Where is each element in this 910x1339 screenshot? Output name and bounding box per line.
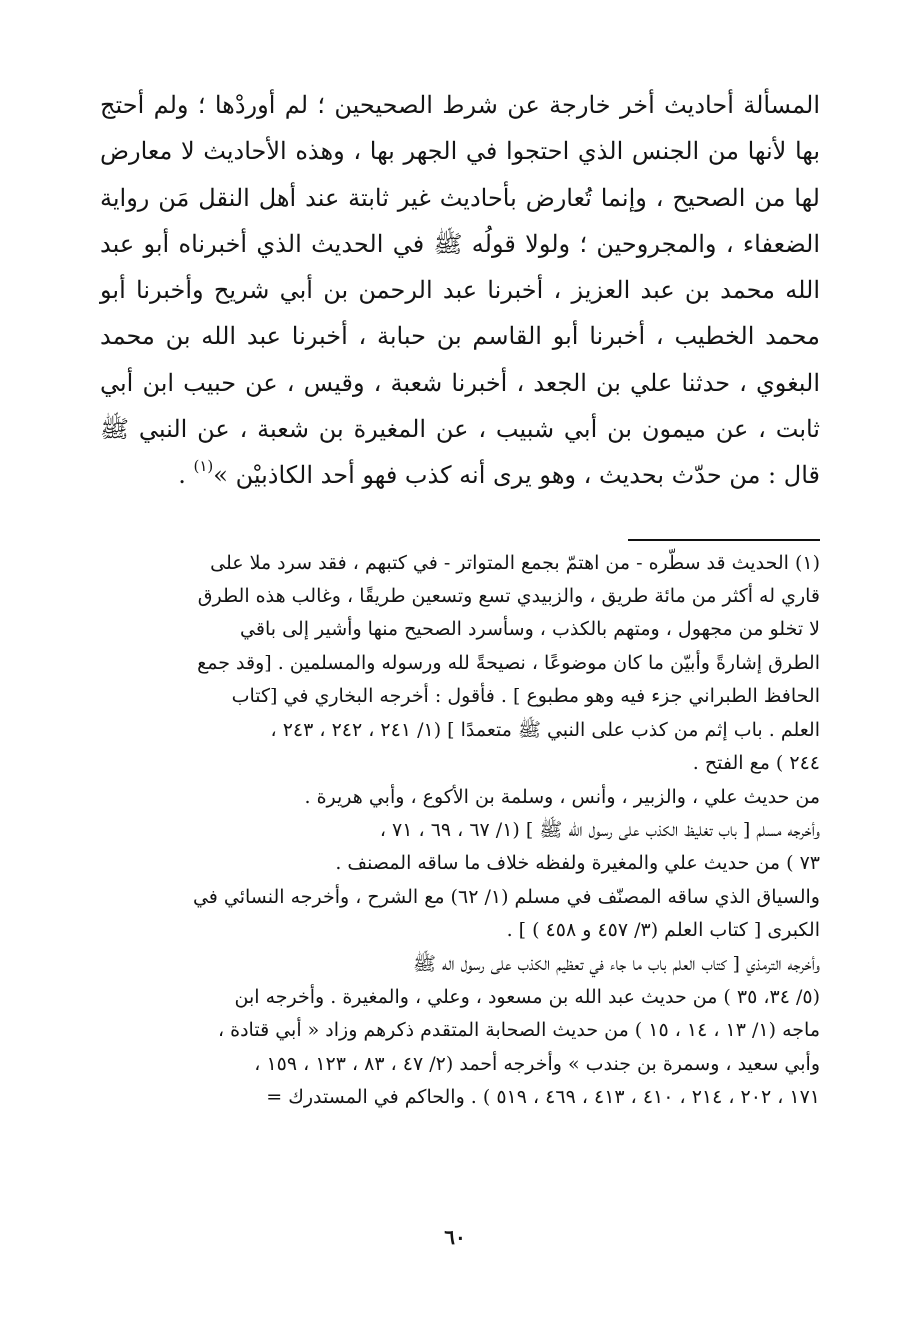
footnote-line: ٧٣ ) من حديث علي والمغيرة ولفظه خلاف ما ساقه المصنف . (335, 852, 820, 875)
page-content (100, 82, 820, 1115)
footnote-line: ٢٤٤ ) مع الفتح . (692, 752, 820, 775)
footnotes (100, 547, 820, 1115)
footnote-line: (٥/ ٣٤، ٣٥ ) من حديث عبد الله بن مسعود ، وعلي ، والمغيرة . وأخرجه ابن (234, 985, 820, 1008)
footnote-line: والسياق الذي ساقه المصنّف في مسلم (١/ ٦٢) مع الشرح ، وأخرجه النسائي في (192, 885, 820, 908)
footnote-line: الكبرى [ كتاب العلم (٣/ ٤٥٧ و ٤٥٨ ) ] . (506, 919, 820, 942)
page-number: ٦٠ (444, 1225, 466, 1249)
footnote-line: لا تخلو من مجهول ، ومتهم بالكذب ، وسأسرد الصحيح منها وأشير إلى باقي (240, 618, 820, 641)
footnote-separator (628, 539, 820, 541)
footnote-line: العلم . باب إثم من كذب على النبي ﷺ متعمدًا ] (١/ ٢٤١ ، ٢٤٢ ، ٢٤٣ ، (270, 718, 820, 741)
footnote-line: ١٧١ ، ٢٠٢ ، ٢١٤ ، ٤١٠ ، ٤١٣ ، ٤٦٩ ، ٥١٩ ) . والحاكم في المستدرك = (266, 1086, 820, 1109)
main-paragraph (100, 82, 820, 502)
footnote-line: قاري له أكثر من مائة طريق ، والزبيدي تسع وتسعين طريقًا ، وغالب هذه الطرق (197, 585, 820, 608)
footnote-line: من حديث علي ، والزبير ، وأنس ، وسلمة بن الأكوع ، وأبي هريرة . (304, 785, 820, 808)
footnote-line: وأخرجه الترمذي [ كتاب العلم باب ما جاء في تعظيم الكذب على رسول اله ﷺ (413, 952, 820, 975)
footnote-line: (١) الحديث قد سطّره - من اهتمّ بجمع المتواتر - في كتبهم ، فقد سرد ملا على (210, 551, 820, 574)
footnote-line: الحافظ الطبراني جزء فيه وهو مطبوع ] . فأقول : أخرجه البخاري في [كتاب (231, 685, 820, 708)
main-text (100, 82, 820, 502)
footnote-line: وأبي سعيد ، وسمرة بن جندب » وأخرجه أحمد (٢/ ٤٧ ، ٨٣ ، ١٢٣ ، ١٥٩ ، (254, 1052, 820, 1075)
footnote-line: الطرق إشارةً وأبيّن ما كان موضوعًا ، نصيحةً لله ورسوله والمسلمين . [وقد جمع (197, 651, 820, 674)
footnote-ref-1: (١) (193, 457, 214, 476)
footnote-line: وأخرجه مسلم [ باب تغليظ الكذب على رسول الله ﷺ ] (١/ ٦٧ ، ٦٩ ، ٧١ ، (379, 818, 820, 841)
main-body: المسألة أحاديث أخر خارجة عن شرط الصحيحين ؛ لم أوردْها ؛ ولم أحتج بها لأنها من الجنس الذي احتجوا في الجهر بها ، وهذه الأحاديث لا معارض لها من الصحيح ، وإنما تُعارض بأحاديث غير ثابتة عند أهل النقل مَن رواية الضعفاء ، والمجروحين ؛ ولولا قولُه ﷺ في الحديث الذي أخبرناه أبو عبد الله محمد بن عبد العزيز ، أخبرنا عبد الرحمن بن أبي شريح وأخبرنا أبو محمد الخطيب ، أخبرنا أبو القاسم بن حبابة ، أخبرنا عبد الله بن محمد البغوي ، حدثنا علي بن الجعد ، أخبرنا شعبة ، وقيس ، عن حبيب ابن أبي ثابت ، عن ميمون بن أبي شبيب ، عن المغيرة بن شعبة ، عن النبي ﷺ قال : من حدّث بحديث ، وهو يرى أنه كذب فهو أحد الكاذبيْن » (100, 91, 821, 490)
footnote-line: ماجه (١/ ١٣ ، ١٤ ، ١٥ ) من حديث الصحابة المتقدم ذكرهم وزاد « أبي قتادة ، (217, 1019, 820, 1042)
main-end: . (178, 461, 194, 490)
